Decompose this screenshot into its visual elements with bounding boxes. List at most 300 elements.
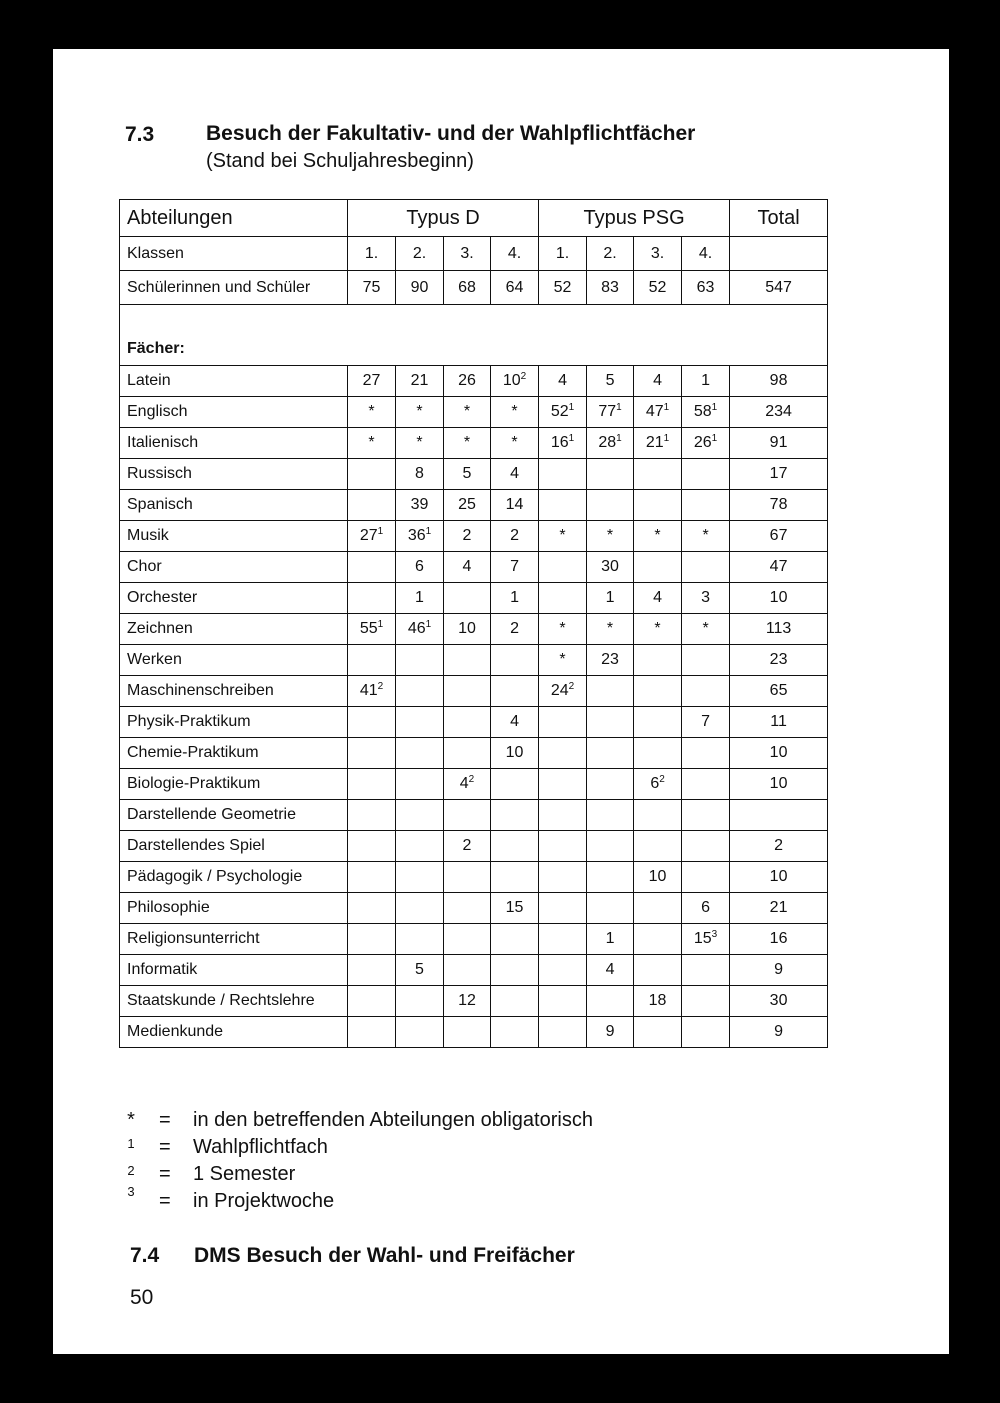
klassen-label: Klassen xyxy=(120,237,348,271)
value-cell xyxy=(587,645,634,676)
value-cell xyxy=(587,614,634,645)
cell-value: * xyxy=(416,403,423,420)
subject-total: 23 xyxy=(730,645,828,676)
subject-row xyxy=(120,769,828,800)
value-cell xyxy=(634,583,682,614)
value-cell xyxy=(348,552,396,583)
header-total: Total xyxy=(730,200,828,237)
cell-value: 5 xyxy=(462,465,472,482)
value-cell xyxy=(444,893,491,924)
schueler-total: 547 xyxy=(730,271,828,305)
value-cell xyxy=(634,459,682,490)
value-cell xyxy=(682,397,730,428)
value-cell xyxy=(444,1017,491,1048)
cell-value: * xyxy=(559,651,566,668)
subject-label: Englisch xyxy=(120,397,348,428)
subject-total: 16 xyxy=(730,924,828,955)
cell-value: 1 xyxy=(701,372,711,389)
subject-total: 10 xyxy=(730,738,828,769)
subject-total: 67 xyxy=(730,521,828,552)
value-cell xyxy=(682,459,730,490)
section-7-4-number: 7.4 xyxy=(130,1244,160,1267)
value-cell xyxy=(491,924,539,955)
subject-label: Medienkunde xyxy=(120,1017,348,1048)
value-cell xyxy=(348,521,396,552)
subject-total: 78 xyxy=(730,490,828,521)
cell-value: 3 xyxy=(701,589,711,606)
cell-footnote: 1 xyxy=(377,526,384,537)
klasse-cell: 2. xyxy=(396,237,444,271)
subject-row xyxy=(120,645,828,676)
schueler-cell: 83 xyxy=(587,271,634,305)
attendance-table xyxy=(119,199,828,1048)
cell-value: 6 xyxy=(415,558,424,575)
value-cell xyxy=(634,769,682,800)
value-cell xyxy=(682,552,730,583)
value-cell xyxy=(444,459,491,490)
value-cell xyxy=(587,707,634,738)
subject-row xyxy=(120,614,828,645)
value-cell xyxy=(539,955,587,986)
cell-value: 52 xyxy=(550,403,569,420)
subject-row xyxy=(120,986,828,1017)
header-typus-psg: Typus PSG xyxy=(539,200,730,237)
schueler-cell: 90 xyxy=(396,271,444,305)
value-cell xyxy=(396,831,444,862)
value-cell xyxy=(539,893,587,924)
value-cell xyxy=(491,552,539,583)
cell-value: 7 xyxy=(510,558,519,575)
value-cell xyxy=(634,552,682,583)
subject-label: Musik xyxy=(120,521,348,552)
cell-value: 28 xyxy=(598,434,617,451)
cell-value: * xyxy=(654,620,661,637)
header-typus-d: Typus D xyxy=(348,200,539,237)
value-cell xyxy=(634,490,682,521)
cell-value: 23 xyxy=(601,651,619,668)
subject-row xyxy=(120,459,828,490)
cell-value: 4 xyxy=(510,465,519,482)
value-cell xyxy=(682,800,730,831)
value-cell xyxy=(396,800,444,831)
schueler-cell: 68 xyxy=(444,271,491,305)
value-cell xyxy=(634,521,682,552)
value-cell xyxy=(348,738,396,769)
klasse-cell: 4. xyxy=(491,237,539,271)
cell-footnote: 1 xyxy=(616,433,622,444)
subject-row xyxy=(120,893,828,924)
value-cell xyxy=(491,707,539,738)
value-cell xyxy=(348,1017,396,1048)
cell-value: * xyxy=(416,434,423,451)
value-cell xyxy=(444,397,491,428)
value-cell xyxy=(634,862,682,893)
klasse-cell: 1. xyxy=(348,237,396,271)
cell-value: * xyxy=(702,527,709,544)
value-cell xyxy=(491,769,539,800)
subject-label: Informatik xyxy=(120,955,348,986)
value-cell xyxy=(682,831,730,862)
subject-row xyxy=(120,676,828,707)
value-cell xyxy=(444,707,491,738)
value-cell xyxy=(587,862,634,893)
subject-total: 21 xyxy=(730,893,828,924)
value-cell xyxy=(634,366,682,397)
cell-value: 10 xyxy=(505,744,524,761)
cell-value: 2 xyxy=(510,620,519,637)
legend-equals: = xyxy=(159,1136,171,1158)
subject-total: 30 xyxy=(730,986,828,1017)
value-cell xyxy=(348,366,396,397)
faecher-spacer-row xyxy=(120,305,828,334)
value-cell xyxy=(634,986,682,1017)
cell-value: * xyxy=(463,403,471,420)
legend-symbol: * xyxy=(127,1109,135,1131)
subject-total: 17 xyxy=(730,459,828,490)
legend-text: in den betreffenden Abteilungen obligatorisch xyxy=(193,1109,593,1131)
value-cell xyxy=(539,986,587,1017)
value-cell xyxy=(491,893,539,924)
subject-total: 11 xyxy=(730,707,828,738)
value-cell xyxy=(634,831,682,862)
value-cell xyxy=(396,366,444,397)
value-cell xyxy=(396,707,444,738)
value-cell xyxy=(587,800,634,831)
subject-total: 9 xyxy=(730,1017,828,1048)
value-cell xyxy=(587,490,634,521)
value-cell xyxy=(396,986,444,1017)
subject-label: Philosophie xyxy=(120,893,348,924)
value-cell xyxy=(444,986,491,1017)
value-cell xyxy=(634,707,682,738)
value-cell xyxy=(682,707,730,738)
subject-label: Zeichnen xyxy=(120,614,348,645)
value-cell xyxy=(396,676,444,707)
value-cell xyxy=(539,490,587,521)
subject-label: Chor xyxy=(120,552,348,583)
subject-label: Staatskunde / Rechtslehre xyxy=(120,986,348,1017)
subject-row xyxy=(120,738,828,769)
legend-symbol: 2 xyxy=(127,1163,135,1178)
value-cell xyxy=(444,738,491,769)
subject-row xyxy=(120,707,828,738)
value-cell xyxy=(396,924,444,955)
subject-row xyxy=(120,490,828,521)
subject-label: Maschinenschreiben xyxy=(120,676,348,707)
value-cell xyxy=(634,428,682,459)
value-cell xyxy=(682,676,730,707)
cell-value: 25 xyxy=(458,496,476,513)
value-cell xyxy=(682,924,730,955)
value-cell xyxy=(634,645,682,676)
value-cell xyxy=(634,738,682,769)
cell-value: * xyxy=(606,620,614,637)
subject-row xyxy=(120,862,828,893)
value-cell xyxy=(634,924,682,955)
subject-total: 10 xyxy=(730,862,828,893)
cell-footnote: 1 xyxy=(377,619,384,630)
subject-label: Werken xyxy=(120,645,348,676)
cell-value: * xyxy=(606,527,614,544)
value-cell xyxy=(444,800,491,831)
cell-value: 26 xyxy=(458,372,476,389)
subject-label: Darstellende Geometrie xyxy=(120,800,348,831)
value-cell xyxy=(587,769,634,800)
cell-value: 2 xyxy=(510,527,519,544)
value-cell xyxy=(396,397,444,428)
value-cell xyxy=(396,645,444,676)
header-abteilungen: Abteilungen xyxy=(120,200,348,237)
value-cell xyxy=(634,893,682,924)
schueler-cell: 64 xyxy=(491,271,539,305)
cell-footnote: 2 xyxy=(468,774,475,785)
value-cell xyxy=(587,366,634,397)
cell-value: 27 xyxy=(362,372,381,389)
cell-value: * xyxy=(702,620,709,637)
value-cell xyxy=(539,583,587,614)
cell-value: 1 xyxy=(605,930,615,947)
cell-value: 5 xyxy=(415,961,424,978)
value-cell xyxy=(587,428,634,459)
cell-footnote: 1 xyxy=(711,433,718,444)
value-cell xyxy=(396,893,444,924)
value-cell xyxy=(444,955,491,986)
subject-total: 98 xyxy=(730,366,828,397)
value-cell xyxy=(348,986,396,1017)
cell-value: * xyxy=(368,403,375,420)
value-cell xyxy=(491,676,539,707)
subject-total: 9 xyxy=(730,955,828,986)
klasse-cell: 4. xyxy=(682,237,730,271)
value-cell xyxy=(491,521,539,552)
value-cell xyxy=(634,397,682,428)
subject-label: Pädagogik / Psychologie xyxy=(120,862,348,893)
subject-label: Italienisch xyxy=(120,428,348,459)
value-cell xyxy=(682,769,730,800)
value-cell xyxy=(682,490,730,521)
value-cell xyxy=(682,366,730,397)
value-cell xyxy=(634,1017,682,1048)
value-cell xyxy=(348,707,396,738)
value-cell xyxy=(539,397,587,428)
cell-value: 77 xyxy=(598,403,617,420)
cell-value: * xyxy=(559,620,566,637)
cell-value: 6 xyxy=(650,775,660,792)
value-cell xyxy=(348,428,396,459)
document-page xyxy=(53,49,949,1354)
cell-value: 39 xyxy=(410,496,429,513)
value-cell xyxy=(444,583,491,614)
section-7-3-title: Besuch der Fakultativ- und der Wahlpflichtfächer xyxy=(206,122,696,145)
value-cell xyxy=(539,862,587,893)
value-cell xyxy=(539,521,587,552)
value-cell xyxy=(348,459,396,490)
subject-row xyxy=(120,955,828,986)
subject-total: 65 xyxy=(730,676,828,707)
schueler-label: Schülerinnen und Schüler xyxy=(120,271,348,305)
section-7-3-subtitle: (Stand bei Schuljahresbeginn) xyxy=(206,150,474,172)
value-cell xyxy=(444,645,491,676)
value-cell xyxy=(539,459,587,490)
value-cell xyxy=(396,521,444,552)
value-cell xyxy=(634,955,682,986)
cell-value: 58 xyxy=(693,403,712,420)
subject-label: Physik-Praktikum xyxy=(120,707,348,738)
cell-value: 12 xyxy=(458,992,476,1009)
cell-value: 10 xyxy=(458,620,476,637)
cell-value: 55 xyxy=(359,620,378,637)
cell-value: 1 xyxy=(510,589,519,606)
cell-value: 10 xyxy=(648,868,667,885)
cell-footnote: 1 xyxy=(568,402,575,413)
schueler-cell: 52 xyxy=(634,271,682,305)
value-cell xyxy=(634,800,682,831)
legend-equals: = xyxy=(159,1109,171,1131)
cell-value: 1 xyxy=(415,589,424,606)
cell-value: 14 xyxy=(505,496,524,513)
value-cell xyxy=(396,552,444,583)
value-cell xyxy=(396,1017,444,1048)
cell-value: 16 xyxy=(550,434,569,451)
cell-value: * xyxy=(368,434,375,451)
value-cell xyxy=(634,676,682,707)
cell-value: 4 xyxy=(510,713,519,730)
subject-total xyxy=(730,800,828,831)
cell-footnote: 2 xyxy=(568,681,575,692)
value-cell xyxy=(491,738,539,769)
cell-value: 4 xyxy=(459,775,469,792)
faecher-heading-row xyxy=(120,333,828,366)
value-cell xyxy=(491,397,539,428)
spacer-cell xyxy=(120,305,828,334)
subject-row xyxy=(120,521,828,552)
section-7-3-number: 7.3 xyxy=(125,123,155,146)
value-cell xyxy=(587,955,634,986)
section-7-4-title: DMS Besuch der Wahl- und Freifächer xyxy=(194,1244,575,1267)
value-cell xyxy=(491,955,539,986)
schueler-cell: 63 xyxy=(682,271,730,305)
value-cell xyxy=(682,583,730,614)
value-cell xyxy=(348,924,396,955)
value-cell xyxy=(396,862,444,893)
value-cell xyxy=(682,645,730,676)
subject-total: 113 xyxy=(730,614,828,645)
page-number: 50 xyxy=(130,1286,154,1309)
value-cell xyxy=(539,552,587,583)
value-cell xyxy=(348,800,396,831)
subject-label: Spanisch xyxy=(120,490,348,521)
value-cell xyxy=(587,738,634,769)
cell-value: 27 xyxy=(359,527,378,544)
cell-value: 46 xyxy=(407,620,426,637)
klasse-cell: 3. xyxy=(634,237,682,271)
value-cell xyxy=(587,583,634,614)
value-cell xyxy=(682,738,730,769)
value-cell xyxy=(539,428,587,459)
value-cell xyxy=(348,676,396,707)
value-cell xyxy=(396,955,444,986)
subject-total: 91 xyxy=(730,428,828,459)
value-cell xyxy=(348,614,396,645)
legend-symbol: 1 xyxy=(127,1136,135,1151)
cell-footnote: 3 xyxy=(711,929,718,940)
cell-footnote: 1 xyxy=(425,619,432,630)
value-cell xyxy=(491,614,539,645)
value-cell xyxy=(491,986,539,1017)
value-cell xyxy=(348,862,396,893)
cell-value: 26 xyxy=(693,434,712,451)
value-cell xyxy=(396,583,444,614)
value-cell xyxy=(587,893,634,924)
value-cell xyxy=(634,614,682,645)
klasse-cell: 3. xyxy=(444,237,491,271)
value-cell xyxy=(587,1017,634,1048)
cell-value: 2 xyxy=(462,527,472,544)
legend-symbol: 3 xyxy=(127,1184,135,1199)
value-cell xyxy=(491,583,539,614)
value-cell xyxy=(444,366,491,397)
subject-label: Biologie-Praktikum xyxy=(120,769,348,800)
cell-footnote: 1 xyxy=(568,433,575,444)
value-cell xyxy=(539,924,587,955)
value-cell xyxy=(348,397,396,428)
legend-text: in Projektwoche xyxy=(193,1190,335,1212)
value-cell xyxy=(539,831,587,862)
value-cell xyxy=(682,862,730,893)
cell-value: 4 xyxy=(653,589,662,606)
subject-label: Religionsunterricht xyxy=(120,924,348,955)
value-cell xyxy=(444,769,491,800)
cell-value: * xyxy=(559,527,566,544)
subject-row xyxy=(120,366,828,397)
value-cell xyxy=(587,676,634,707)
cell-footnote: 2 xyxy=(659,774,665,785)
value-cell xyxy=(491,645,539,676)
subject-total: 2 xyxy=(730,831,828,862)
value-cell xyxy=(444,490,491,521)
schueler-cell: 75 xyxy=(348,271,396,305)
legend-text: 1 Semester xyxy=(193,1163,296,1185)
value-cell xyxy=(396,738,444,769)
cell-value: * xyxy=(654,527,661,544)
subject-label: Russisch xyxy=(120,459,348,490)
cell-value: 10 xyxy=(502,372,521,389)
value-cell xyxy=(444,924,491,955)
value-cell xyxy=(444,831,491,862)
value-cell xyxy=(348,490,396,521)
cell-value: 1 xyxy=(605,589,615,606)
schueler-row xyxy=(120,271,828,305)
value-cell xyxy=(539,614,587,645)
value-cell xyxy=(444,676,491,707)
value-cell xyxy=(539,366,587,397)
subject-total: 234 xyxy=(730,397,828,428)
klassen-row xyxy=(120,237,828,271)
value-cell xyxy=(491,800,539,831)
cell-value: 24 xyxy=(550,682,569,699)
cell-value: 4 xyxy=(605,961,615,978)
value-cell xyxy=(491,831,539,862)
klassen-total-empty xyxy=(730,237,828,271)
legend-text: Wahlpflichtfach xyxy=(193,1136,328,1158)
value-cell xyxy=(348,831,396,862)
cell-footnote: 2 xyxy=(377,681,384,692)
value-cell xyxy=(587,986,634,1017)
cell-value: 5 xyxy=(605,372,615,389)
value-cell xyxy=(491,1017,539,1048)
cell-value: 21 xyxy=(410,372,429,389)
value-cell xyxy=(491,459,539,490)
